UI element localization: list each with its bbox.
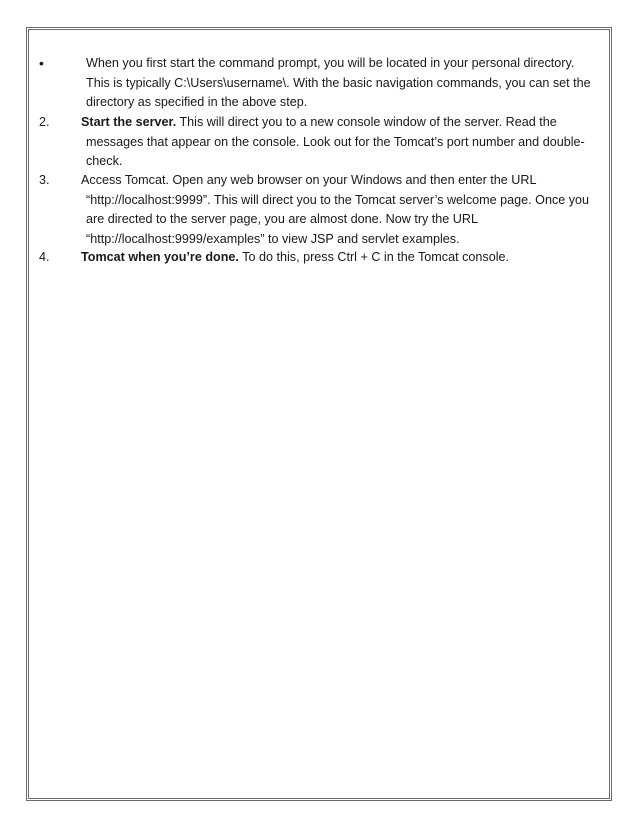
step-number: 2.: [39, 115, 50, 129]
step-heading: Start the server.: [81, 115, 177, 129]
text-line: directory as specified in the above step.: [86, 95, 308, 109]
text-line: [81, 248, 591, 268]
step-heading: Tomcat when you’re done.: [81, 250, 239, 264]
list-item-text: [86, 54, 596, 113]
text-line: “http://localhost:9999”. This will direct you to the Tomcat server’s welcome page. Once you: [86, 192, 590, 207]
text-line: are directed to the server page, you are almost done. Now try the URL: [86, 212, 479, 226]
text-line: Access Tomcat. Open any web browser on your Windows and then enter the URL: [81, 173, 537, 187]
text-line: [81, 113, 591, 133]
bullet-marker: •: [39, 55, 44, 71]
page-frame: [26, 27, 612, 801]
text-line: check.: [86, 154, 123, 168]
step-number: 4.: [39, 250, 50, 264]
text-line: When you first start the command prompt, you will be located in your personal directory.: [86, 56, 575, 70]
list-item-text: [81, 113, 591, 172]
text-run: This will direct you to a new console window of the server. Read the: [176, 115, 557, 129]
step-number: 3.: [39, 173, 50, 187]
text-line: “http://localhost:9999/examples” to view JSP and servlet examples.: [86, 231, 460, 246]
text-line: messages that appear on the console. Look out for the Tomcat’s port number and double-: [86, 134, 585, 149]
list-item-text: [81, 171, 591, 249]
text-line: This is typically C:\Users\username\. With the basic navigation commands, you can set the: [86, 75, 591, 90]
list-item-text: [81, 248, 591, 268]
text-run: To do this, press Ctrl + C in the Tomcat console.: [238, 250, 509, 264]
